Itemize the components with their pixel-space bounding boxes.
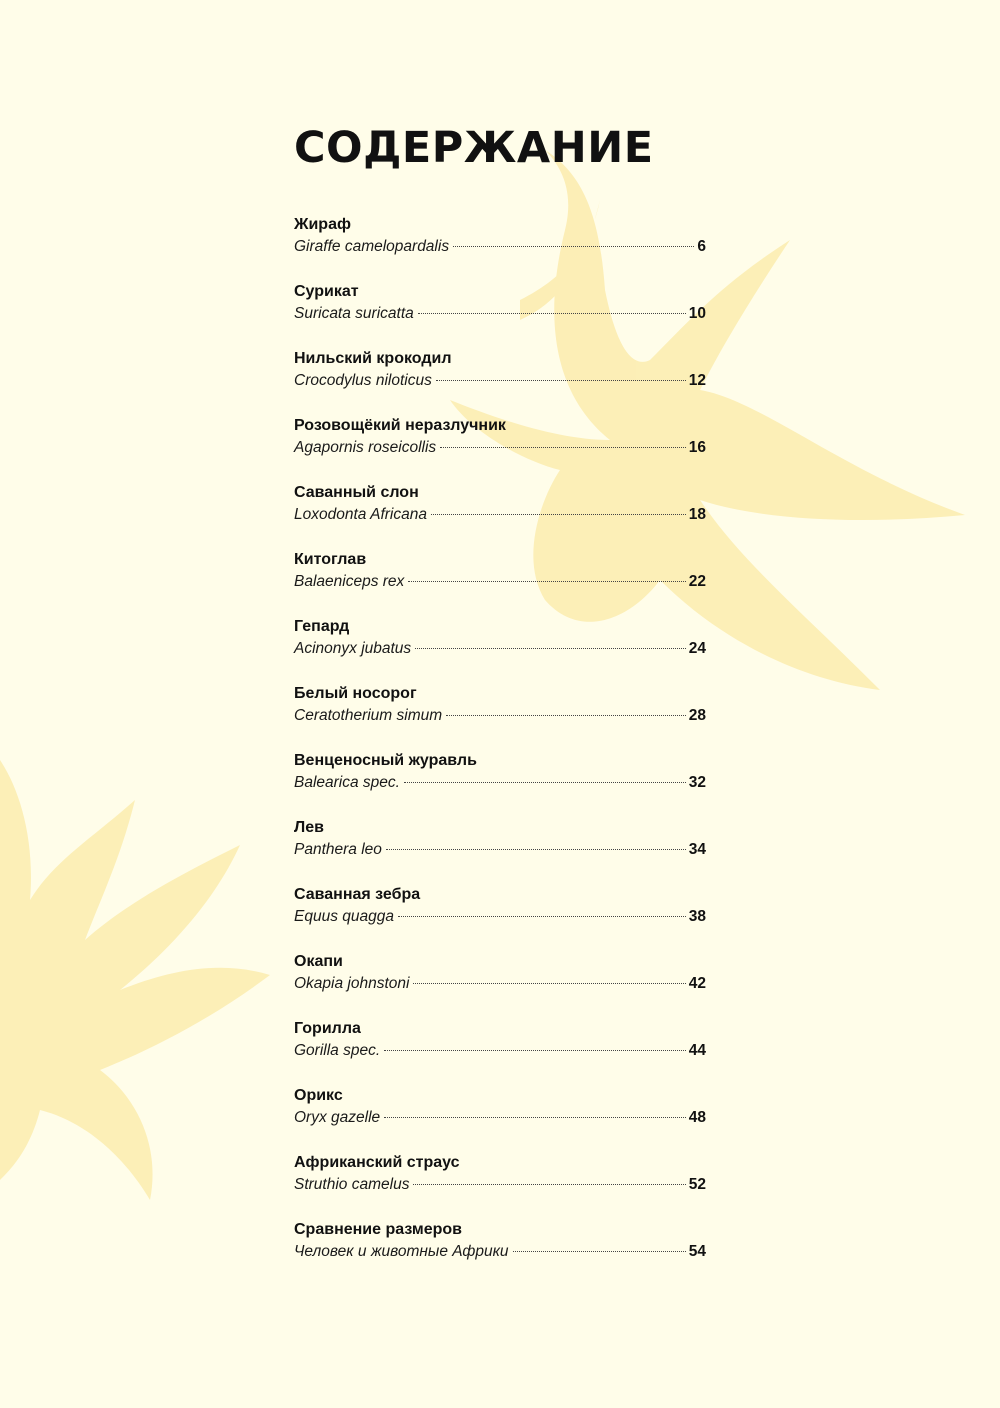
- entry-row: [294, 235, 706, 259]
- entry-page-number: 22: [688, 573, 706, 590]
- entry-row: [294, 637, 706, 661]
- toc-entry[interactable]: [294, 883, 706, 950]
- toc-entry[interactable]: [294, 481, 706, 548]
- entry-row: [294, 436, 706, 460]
- dot-leader: [384, 1117, 686, 1118]
- entry-title: Горилла: [294, 1020, 361, 1037]
- toc-entry[interactable]: [294, 1084, 706, 1151]
- dot-leader: [431, 514, 686, 515]
- toc-entry[interactable]: [294, 1218, 706, 1285]
- entry-row: [294, 704, 706, 728]
- dot-leader: [413, 1184, 685, 1185]
- entry-latin-name: Balaeniceps rex: [294, 573, 405, 590]
- dot-leader: [513, 1251, 686, 1252]
- entry-latin-name: Loxodonta Africana: [294, 506, 427, 523]
- dot-leader: [418, 313, 686, 314]
- entry-page-number: 6: [697, 238, 706, 255]
- dot-leader: [413, 983, 685, 984]
- dot-leader: [386, 849, 686, 850]
- entry-page-number: 52: [688, 1176, 706, 1193]
- entry-row: [294, 1039, 706, 1063]
- toc-entry[interactable]: [294, 548, 706, 615]
- page-title: СОДЕРЖАНИЕ: [294, 123, 654, 173]
- toc-entry[interactable]: [294, 1017, 706, 1084]
- toc-entry[interactable]: [294, 749, 706, 816]
- entry-page-number: 48: [688, 1109, 706, 1126]
- entry-latin-name: Acinonyx jubatus: [294, 640, 412, 657]
- entry-page-number: 34: [688, 841, 706, 858]
- entry-page-number: 42: [688, 975, 706, 992]
- entry-page-number: 16: [688, 439, 706, 456]
- dot-leader: [453, 246, 694, 247]
- entry-latin-name: Ceratotherium simum: [294, 707, 443, 724]
- entry-latin-name: Equus quagga: [294, 908, 394, 925]
- entry-page-number: 44: [688, 1042, 706, 1059]
- entry-title: Орикс: [294, 1087, 343, 1104]
- entry-row: [294, 570, 706, 594]
- toc-entry[interactable]: [294, 682, 706, 749]
- entry-page-number: 28: [688, 707, 706, 724]
- entry-title: Окапи: [294, 953, 343, 970]
- entry-latin-name: Gorilla spec.: [294, 1042, 381, 1059]
- entry-latin-name: Panthera leo: [294, 841, 382, 858]
- entry-row: [294, 905, 706, 929]
- entry-latin-name: Balearica spec.: [294, 774, 400, 791]
- entry-row: [294, 302, 706, 326]
- table-of-contents: [294, 213, 706, 1285]
- entry-title: Сурикат: [294, 283, 359, 300]
- entry-latin-name: Okapia johnstoni: [294, 975, 410, 992]
- entry-row: [294, 1173, 706, 1197]
- dot-leader: [446, 715, 686, 716]
- entry-row: [294, 1106, 706, 1130]
- entry-title: Китоглав: [294, 551, 367, 568]
- entry-title: Белый носорог: [294, 685, 417, 702]
- entry-title: Сравнение размеров: [294, 1221, 463, 1238]
- entry-row: [294, 771, 706, 795]
- dot-leader: [398, 916, 686, 917]
- entry-page-number: 54: [688, 1243, 706, 1260]
- entry-title: Саванная зебра: [294, 886, 421, 903]
- dot-leader: [404, 782, 686, 783]
- dot-leader: [415, 648, 686, 649]
- entry-title: Африканский страус: [294, 1154, 460, 1171]
- toc-entry[interactable]: [294, 347, 706, 414]
- toc-entry[interactable]: [294, 950, 706, 1017]
- entry-row: [294, 972, 706, 996]
- entry-page-number: 32: [688, 774, 706, 791]
- entry-page-number: 18: [688, 506, 706, 523]
- entry-title: Саванный слон: [294, 484, 419, 501]
- dot-leader: [384, 1050, 686, 1051]
- dot-leader: [440, 447, 686, 448]
- entry-latin-name: Suricata suricatta: [294, 305, 414, 322]
- entry-latin-name: Struthio camelus: [294, 1176, 410, 1193]
- entry-title: Лев: [294, 819, 324, 836]
- entry-latin-name: Crocodylus niloticus: [294, 372, 432, 389]
- entry-latin-name: Oryx gazelle: [294, 1109, 381, 1126]
- toc-entry[interactable]: [294, 1151, 706, 1218]
- entry-row: [294, 369, 706, 393]
- entry-title: Гепард: [294, 618, 350, 635]
- toc-entry[interactable]: [294, 414, 706, 481]
- entry-title: Венценосный журавль: [294, 752, 477, 769]
- toc-entry[interactable]: [294, 615, 706, 682]
- entry-latin-name: Agapornis roseicollis: [294, 439, 437, 456]
- entry-latin-name: Человек и животные Африки: [294, 1243, 509, 1260]
- entry-row: [294, 838, 706, 862]
- dot-leader: [408, 581, 685, 582]
- entry-page-number: 10: [688, 305, 706, 322]
- entry-title: Розовощёкий неразлучник: [294, 417, 506, 434]
- entry-page-number: 12: [688, 372, 706, 389]
- entry-title: Нильский крокодил: [294, 350, 452, 367]
- toc-entry[interactable]: [294, 213, 706, 280]
- entry-row: [294, 503, 706, 527]
- dot-leader: [436, 380, 686, 381]
- entry-latin-name: Giraffe camelopardalis: [294, 238, 450, 255]
- entry-row: [294, 1240, 706, 1264]
- entry-title: Жираф: [294, 216, 351, 233]
- entry-page-number: 24: [688, 640, 706, 657]
- entry-page-number: 38: [688, 908, 706, 925]
- toc-entry[interactable]: [294, 816, 706, 883]
- toc-entry[interactable]: [294, 280, 706, 347]
